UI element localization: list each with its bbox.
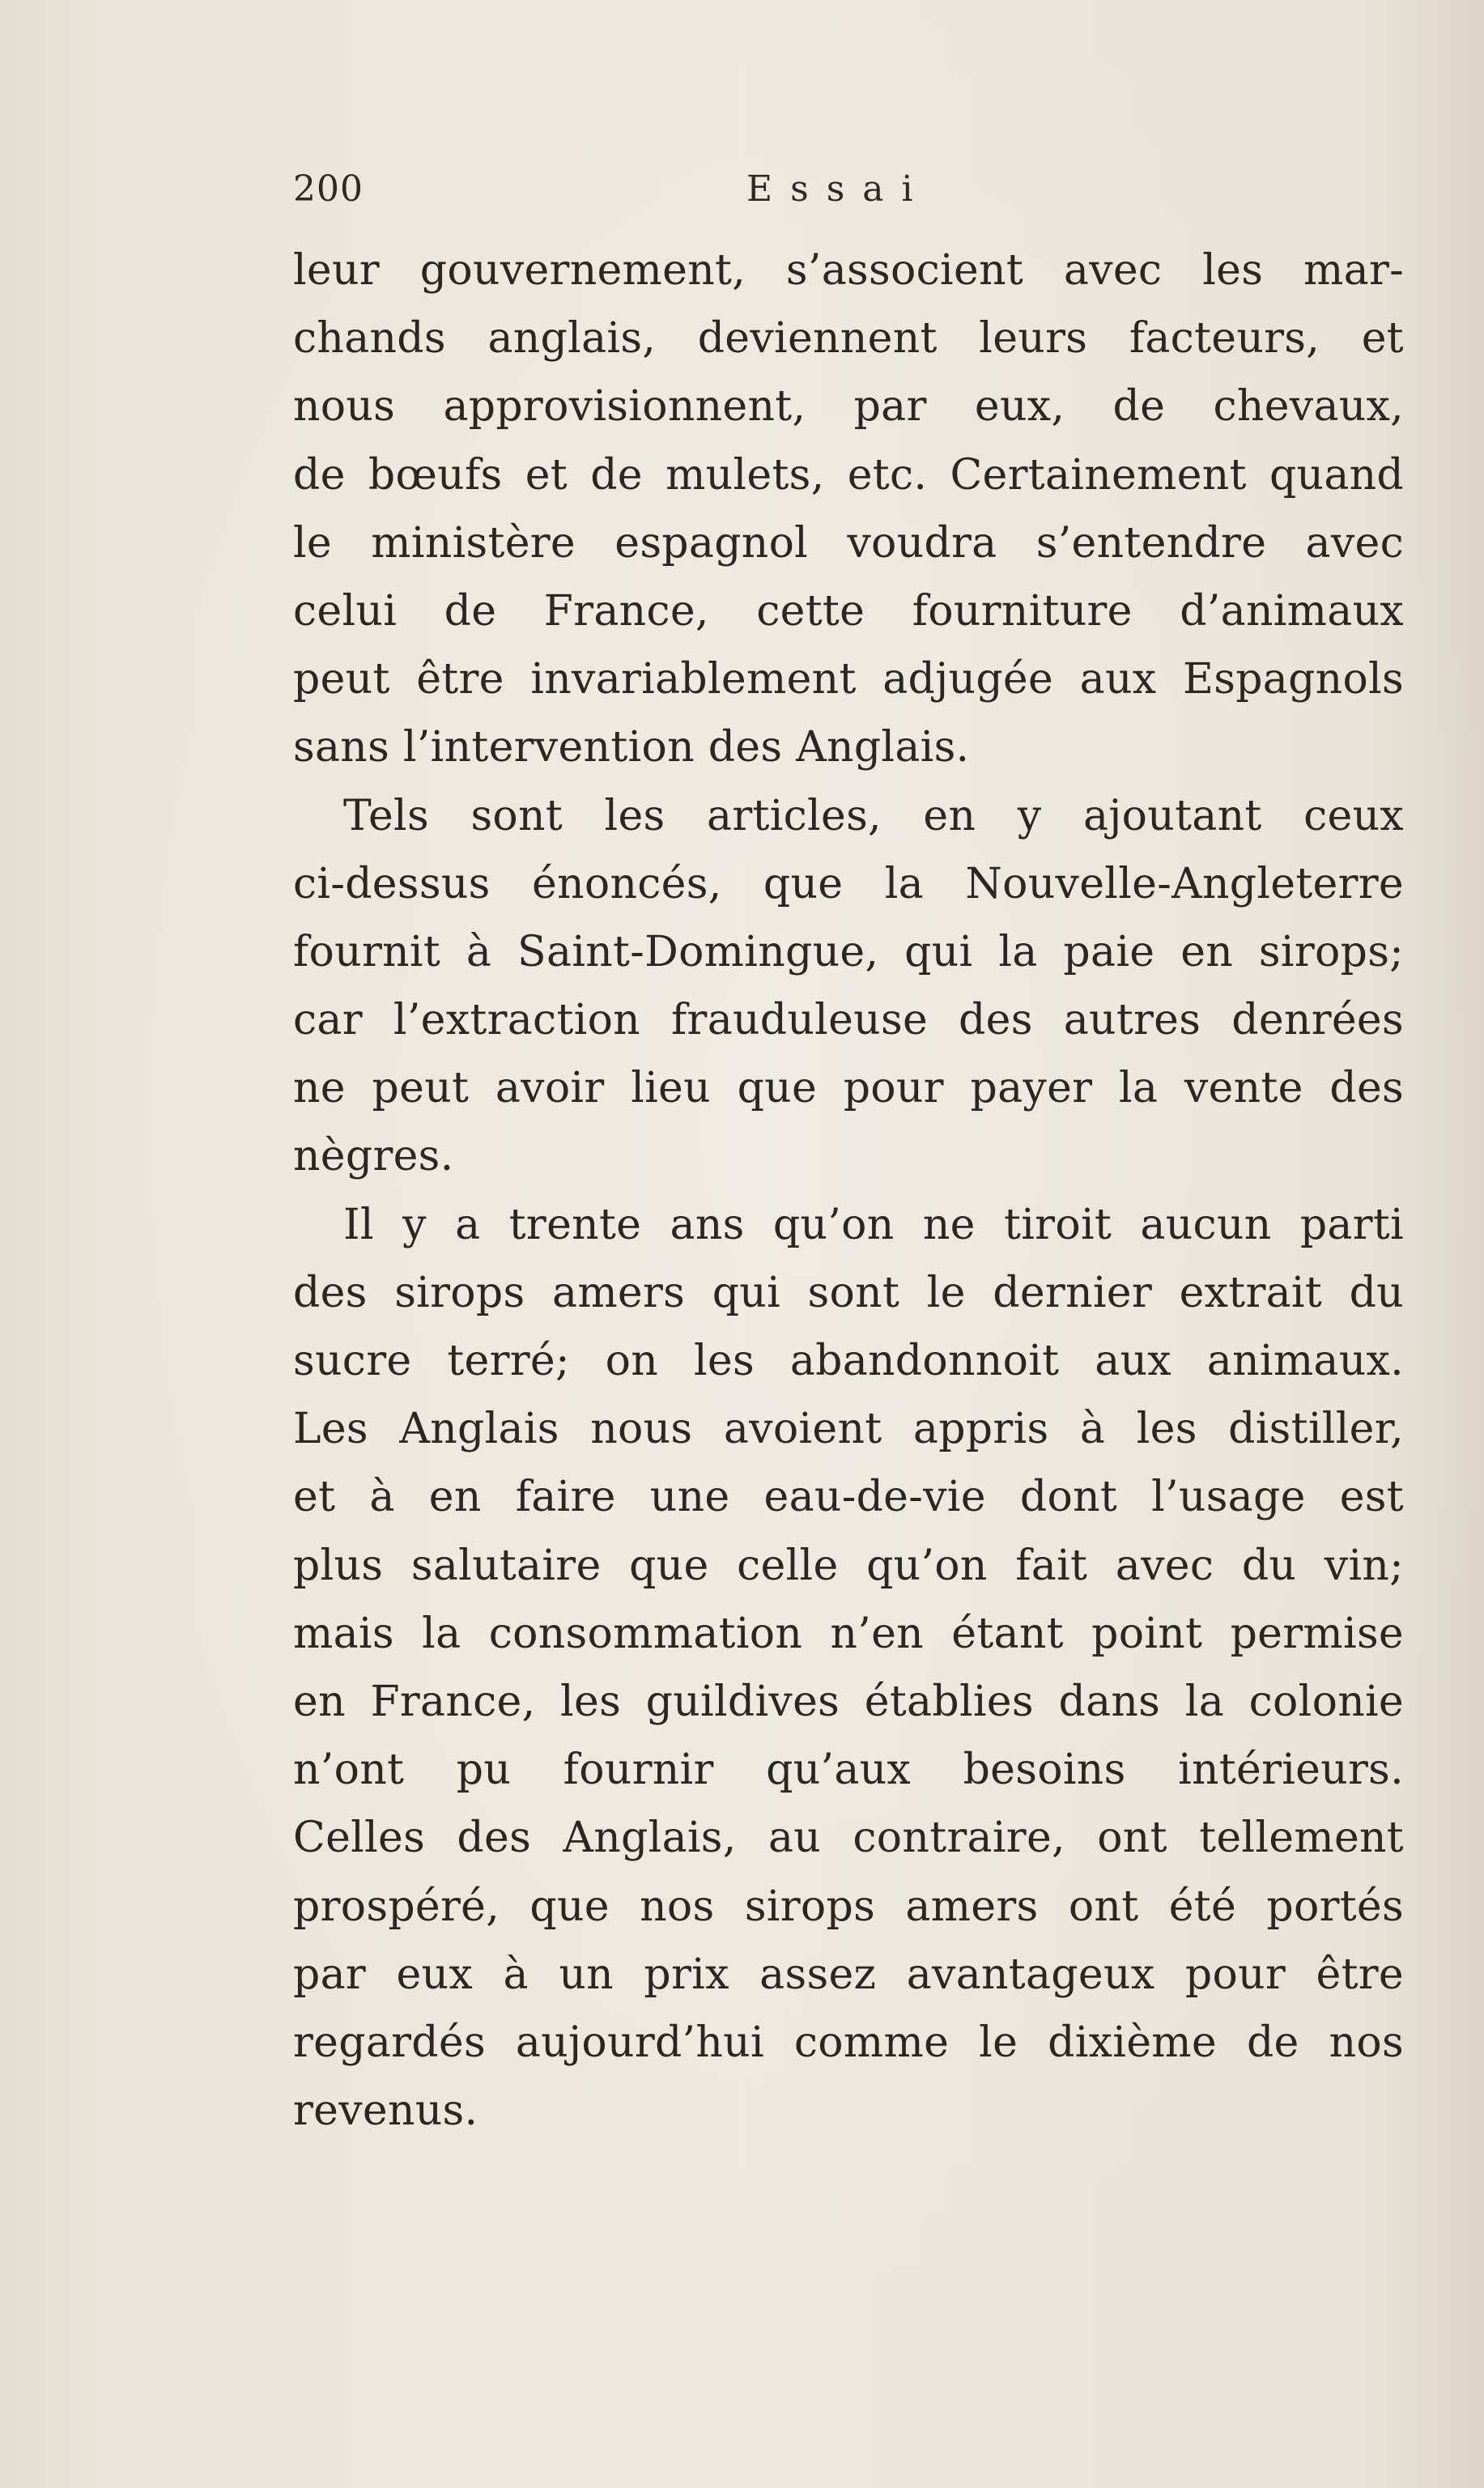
text-line: ne peut avoir lieu que pour payer la vente des <box>293 1064 1404 1113</box>
text-line: chands anglais, deviennent leurs facteurs, et <box>293 314 1404 364</box>
body-text <box>293 236 1404 2145</box>
text-line: prospéré, que nos sirops amers ont été portés <box>293 1882 1404 1931</box>
text-line: car l’extraction frauduleuse des autres denrées <box>293 996 1404 1045</box>
text-line: leur gouvernement, s’associent avec les mar- <box>293 246 1404 295</box>
text-line: de bœufs et de mulets, etc. Certainement quand <box>293 450 1404 500</box>
text-line: nous approvisionnent, par eux, de chevaux, <box>293 382 1404 432</box>
text-line: nègres. <box>293 1132 454 1181</box>
text-line: et à en faire une eau-de-vie dont l’usage est <box>293 1473 1404 1522</box>
text-line: regardés aujourd’hui comme le dixième de nos <box>293 2018 1404 2067</box>
text-line: revenus. <box>293 2086 478 2136</box>
text-line: peut être invariablement adjugée aux Espagnols <box>293 655 1404 704</box>
page-number: 200 <box>293 168 364 210</box>
text-line: plus salutaire que celle qu’on fait avec du vin; <box>293 1541 1404 1590</box>
text-line: des sirops amers qui sont le dernier extrait du <box>293 1268 1404 1317</box>
text-line: celui de France, cette fourniture d’animaux <box>293 586 1404 636</box>
text-line: par eux à un prix assez avantageux pour être <box>293 1950 1404 1999</box>
paragraph-start-line: Tels sont les articles, en y ajoutant ceux <box>343 791 1404 840</box>
text-line: n’ont pu fournir qu’aux besoins intérieurs. <box>293 1746 1404 1795</box>
text-line: sans l’intervention des Anglais. <box>293 723 970 772</box>
text-line: le ministère espagnol voudra s’entendre avec <box>293 518 1404 568</box>
text-line: fournit à Saint-Domingue, qui la paie en sirops; <box>293 927 1404 976</box>
running-head <box>293 168 1410 217</box>
paragraph-start-line: Il y a trente ans qu’on ne tiroit aucun parti <box>343 1200 1404 1249</box>
text-line: ci-dessus énoncés, que la Nouvelle-Angleterre <box>293 859 1404 908</box>
text-line: en France, les guildives établies dans la colonie <box>293 1677 1404 1726</box>
text-line: Celles des Anglais, au contraire, ont tellement <box>293 1814 1404 1863</box>
text-line: Les Anglais nous avoient appris à les distiller, <box>293 1405 1404 1454</box>
text-line: mais la consommation n’en étant point permise <box>293 1609 1404 1658</box>
text-line: sucre terré; on les abandonnoit aux animaux. <box>293 1337 1404 1385</box>
running-title: Essai <box>746 168 931 210</box>
